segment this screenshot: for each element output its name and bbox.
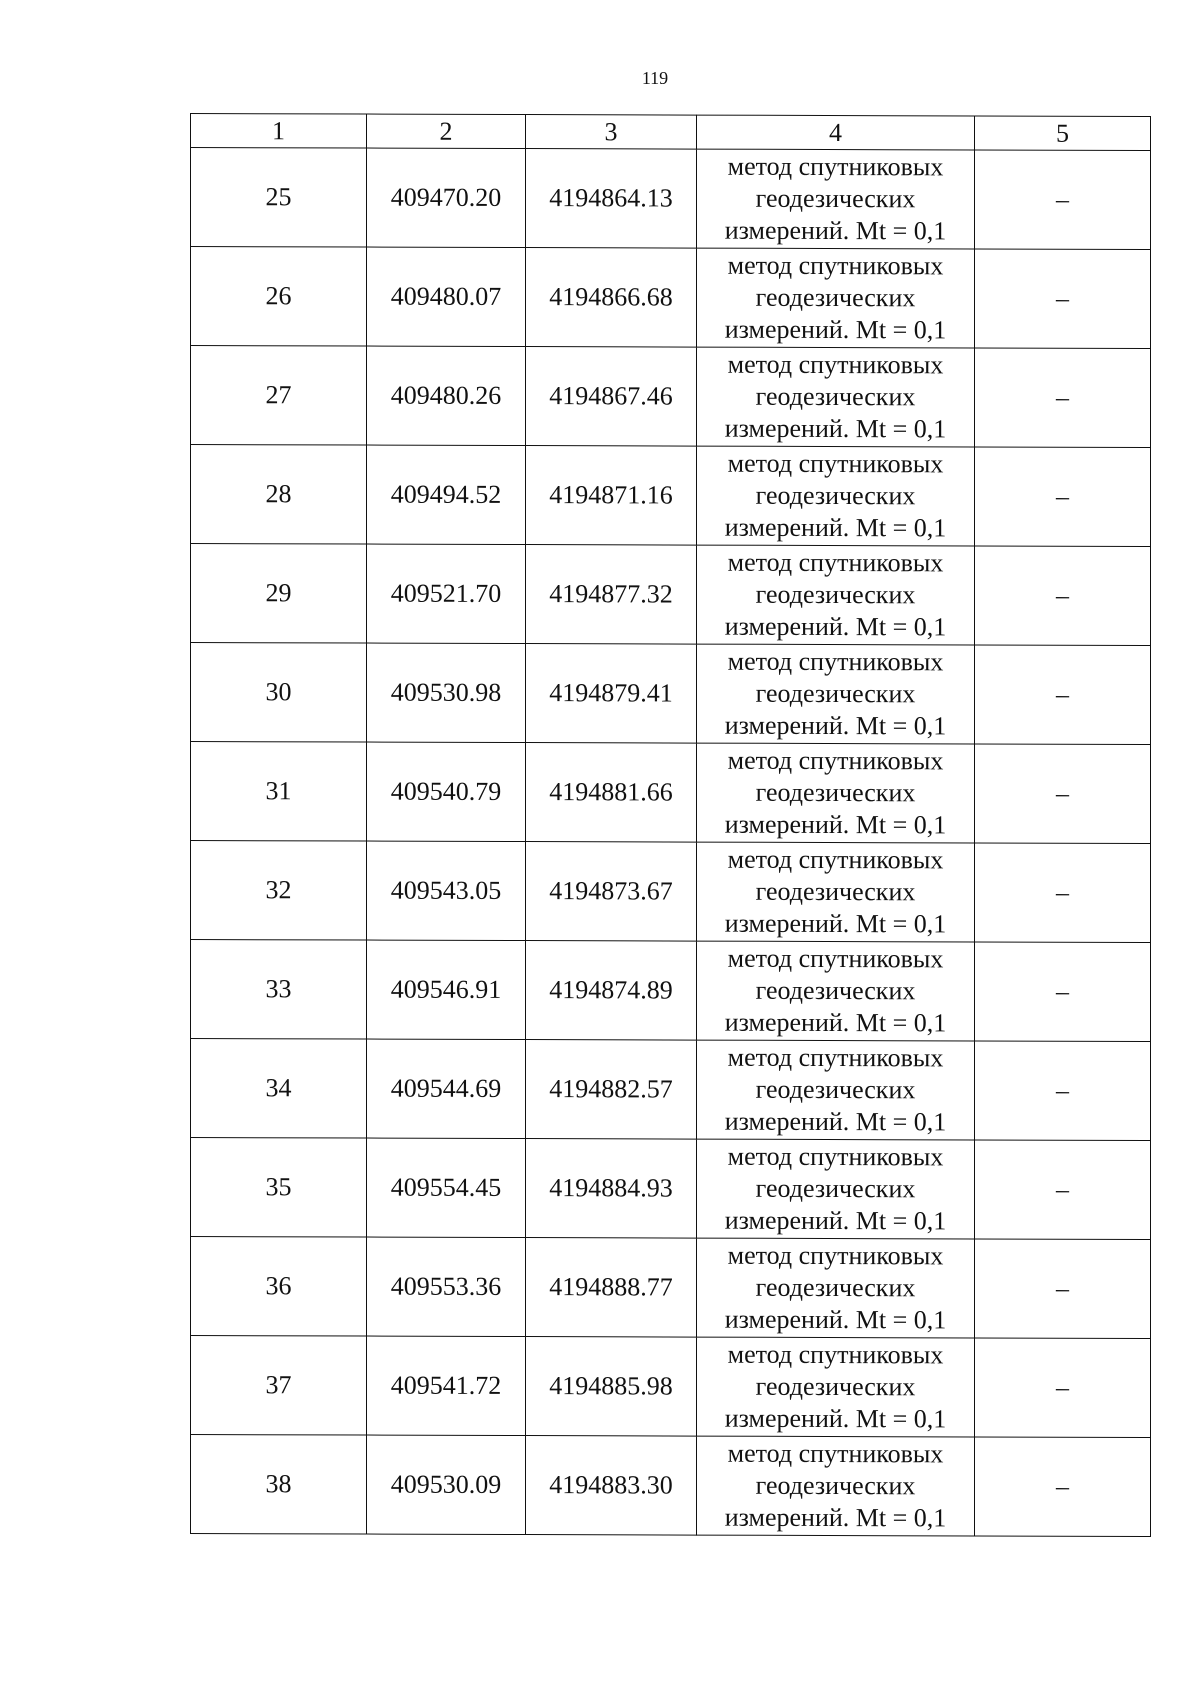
table-row	[191, 148, 1151, 250]
point-number-cell: 25	[191, 148, 367, 248]
method-line-2: геодезических	[755, 183, 916, 214]
y-coordinate-cell: 4194888.77	[526, 1238, 697, 1338]
method-line-1: метод спутниковых	[727, 646, 944, 677]
point-number-cell: 28	[191, 445, 367, 545]
y-coordinate-cell: 4194864.13	[526, 149, 697, 249]
method-cell	[697, 1040, 975, 1140]
method-line-3: измерений. Mt = 0,1	[724, 611, 947, 642]
note-cell: –	[975, 447, 1151, 547]
x-coordinate-cell: 409543.05	[367, 841, 526, 940]
method-line-1: метод спутниковых	[727, 1240, 944, 1271]
table-row	[191, 1435, 1151, 1537]
method-line-2: геодезических	[755, 777, 916, 808]
method-line-3: измерений. Mt = 0,1	[724, 1403, 947, 1434]
coordinates-table	[190, 113, 1151, 1537]
method-line-1: метод спутниковых	[727, 943, 944, 974]
note-cell: –	[975, 348, 1151, 448]
table-row	[191, 841, 1151, 943]
note-cell: –	[975, 1041, 1151, 1141]
y-coordinate-cell: 4194871.16	[526, 446, 697, 546]
x-coordinate-cell: 409480.26	[367, 346, 526, 445]
y-coordinate-cell: 4194883.30	[526, 1436, 697, 1536]
method-line-1: метод спутниковых	[727, 1042, 944, 1073]
method-line-2: геодезических	[755, 1173, 916, 1204]
table-row	[191, 1336, 1151, 1438]
note-cell: –	[975, 645, 1151, 745]
x-coordinate-cell: 409494.52	[367, 445, 526, 544]
header-col-4: 4	[697, 115, 975, 150]
method-line-3: измерений. Mt = 0,1	[724, 314, 947, 345]
method-line-3: измерений. Mt = 0,1	[724, 413, 947, 444]
method-line-2: геодезических	[755, 381, 916, 412]
x-coordinate-cell: 409521.70	[367, 544, 526, 643]
y-coordinate-cell: 4194882.57	[526, 1040, 697, 1140]
point-number-cell: 37	[191, 1336, 367, 1436]
point-number-cell: 26	[191, 247, 367, 347]
method-line-1: метод спутниковых	[727, 844, 944, 875]
y-coordinate-cell: 4194877.32	[526, 545, 697, 645]
table-row	[191, 445, 1151, 547]
point-number-cell: 38	[191, 1435, 367, 1535]
table-row	[191, 346, 1151, 448]
method-line-2: геодезических	[755, 480, 916, 511]
method-cell	[697, 248, 975, 348]
y-coordinate-cell: 4194873.67	[526, 842, 697, 942]
method-line-1: метод спутниковых	[727, 1141, 944, 1172]
method-cell	[697, 644, 975, 744]
x-coordinate-cell: 409553.36	[367, 1237, 526, 1336]
method-line-2: геодезических	[755, 876, 916, 907]
note-cell: –	[975, 1437, 1151, 1537]
table-row	[191, 1039, 1151, 1141]
table-row	[191, 247, 1151, 349]
method-line-3: измерений. Mt = 0,1	[724, 710, 947, 741]
point-number-cell: 27	[191, 346, 367, 446]
method-line-3: измерений. Mt = 0,1	[724, 1304, 947, 1335]
method-line-2: геодезических	[755, 1470, 916, 1501]
point-number-cell: 32	[191, 841, 367, 941]
method-line-3: измерений. Mt = 0,1	[724, 1205, 947, 1236]
method-line-1: метод спутниковых	[727, 1438, 944, 1469]
method-line-1: метод спутниковых	[727, 448, 944, 479]
method-cell	[697, 446, 975, 546]
y-coordinate-cell: 4194884.93	[526, 1139, 697, 1239]
method-cell	[697, 347, 975, 447]
page-number: 119	[641, 68, 669, 88]
x-coordinate-cell: 409540.79	[367, 742, 526, 841]
x-coordinate-cell: 409544.69	[367, 1039, 526, 1138]
method-line-3: измерений. Mt = 0,1	[724, 809, 947, 840]
method-line-3: измерений. Mt = 0,1	[724, 1502, 947, 1533]
y-coordinate-cell: 4194866.68	[526, 248, 697, 348]
method-line-1: метод спутниковых	[727, 745, 944, 776]
point-number-cell: 33	[191, 940, 367, 1040]
point-number-cell: 34	[191, 1039, 367, 1139]
header-col-5: 5	[975, 116, 1151, 151]
method-cell	[697, 149, 975, 249]
header-col-1: 1	[191, 114, 367, 149]
method-line-3: измерений. Mt = 0,1	[724, 1007, 947, 1038]
method-cell	[697, 545, 975, 645]
method-cell	[697, 1436, 975, 1536]
method-line-3: измерений. Mt = 0,1	[724, 215, 947, 246]
y-coordinate-cell: 4194879.41	[526, 644, 697, 744]
method-line-2: геодезических	[755, 1074, 916, 1105]
method-line-1: метод спутниковых	[727, 1339, 944, 1370]
note-cell: –	[975, 150, 1151, 250]
table-row	[191, 940, 1151, 1042]
x-coordinate-cell: 409470.20	[367, 148, 526, 247]
note-cell: –	[975, 942, 1151, 1042]
method-line-1: метод спутниковых	[727, 547, 944, 578]
table-row	[191, 1138, 1151, 1240]
x-coordinate-cell: 409554.45	[367, 1138, 526, 1237]
method-line-2: геодезических	[755, 1272, 916, 1303]
table-row	[191, 544, 1151, 646]
method-line-2: геодезических	[755, 975, 916, 1006]
point-number-cell: 30	[191, 643, 367, 743]
method-line-1: метод спутниковых	[727, 250, 944, 281]
header-col-3: 3	[526, 115, 697, 150]
table-row	[191, 742, 1151, 844]
y-coordinate-cell: 4194867.46	[526, 347, 697, 447]
method-line-1: метод спутниковых	[727, 151, 944, 182]
x-coordinate-cell: 409541.72	[367, 1336, 526, 1435]
method-line-2: геодезических	[755, 678, 916, 709]
note-cell: –	[975, 1239, 1151, 1339]
table-row	[191, 1237, 1151, 1339]
note-cell: –	[975, 546, 1151, 646]
note-cell: –	[975, 1140, 1151, 1240]
method-line-2: геодезических	[755, 282, 916, 313]
y-coordinate-cell: 4194885.98	[526, 1337, 697, 1437]
method-cell	[697, 1238, 975, 1338]
method-cell	[697, 941, 975, 1041]
method-line-2: геодезических	[755, 579, 916, 610]
method-line-2: геодезических	[755, 1371, 916, 1402]
method-line-1: метод спутниковых	[727, 349, 944, 380]
point-number-cell: 31	[191, 742, 367, 842]
x-coordinate-cell: 409530.98	[367, 643, 526, 742]
point-number-cell: 36	[191, 1237, 367, 1337]
table-row	[191, 643, 1151, 745]
method-line-3: измерений. Mt = 0,1	[724, 1106, 947, 1137]
y-coordinate-cell: 4194881.66	[526, 743, 697, 843]
note-cell: –	[975, 1338, 1151, 1438]
header-col-2: 2	[367, 114, 526, 148]
method-line-3: измерений. Mt = 0,1	[724, 908, 947, 939]
point-number-cell: 29	[191, 544, 367, 644]
method-cell	[697, 842, 975, 942]
method-cell	[697, 743, 975, 843]
note-cell: –	[975, 843, 1151, 943]
method-line-3: измерений. Mt = 0,1	[724, 512, 947, 543]
table-header-row	[191, 114, 1151, 151]
method-cell	[697, 1337, 975, 1437]
method-cell	[697, 1139, 975, 1239]
x-coordinate-cell: 409546.91	[367, 940, 526, 1039]
point-number-cell: 35	[191, 1138, 367, 1238]
note-cell: –	[975, 249, 1151, 349]
table-body	[191, 148, 1151, 1537]
y-coordinate-cell: 4194874.89	[526, 941, 697, 1041]
note-cell: –	[975, 744, 1151, 844]
x-coordinate-cell: 409480.07	[367, 247, 526, 346]
x-coordinate-cell: 409530.09	[367, 1435, 526, 1534]
